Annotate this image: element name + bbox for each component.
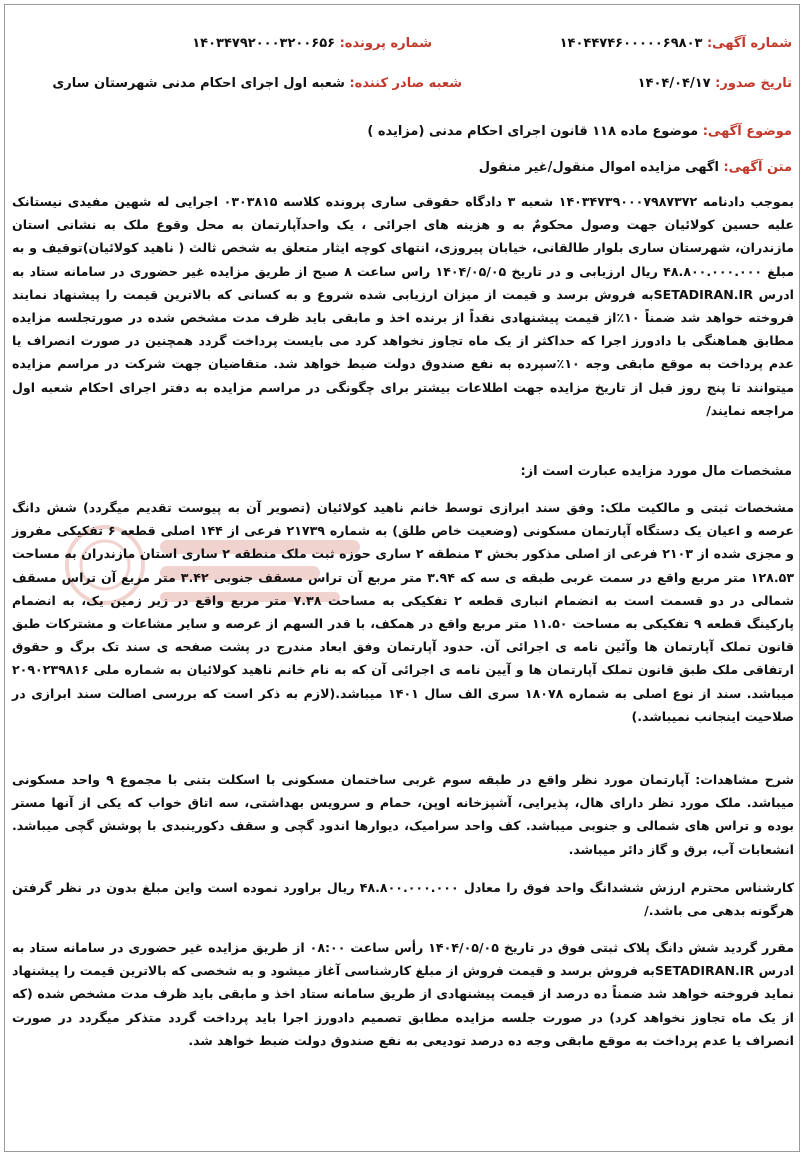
valuation-paragraph: کارشناس محترم ارزش ششدانگ واحد فوق را معادل ۴۸.۸۰۰.۰۰۰.۰۰۰ ریال براورد نموده است واین مبلغ بدون در نظر گرفتن هرگونه بدهی می باشد./	[12, 880, 794, 919]
case-number	[192, 36, 432, 51]
body-title-label: متن آگهی:	[723, 160, 792, 175]
header-row-1	[14, 36, 792, 60]
body-title-line	[14, 160, 792, 175]
subject-line	[14, 124, 792, 139]
registration-paragraph: مشخصات ثبتی و مالکیت ملک: وفق سند ابرازی توسط خانم ناهید کولائیان (تصویر آن به پیوست تقدیم میگردد) شش دانگ عرصه و اعیان یک دستگاه آپارتمان مسکونی (وضعیت خاص طلق) به شماره ۲۱۷۳۹ فرعی از ۱۴۴ اصلی قطعه ۶ تفکیکی مفروز و مجزی شده از ۲۱۰۳ فرعی از اصلی مذکور بخش ۳ منطقه ۲ ساری حوزه ثبت ملک منطقه ۲ ساری استان مازندران به مساحت ۱۲۸.۵۳ متر مربع واقع در سمت غربی طبقه ی سه که ۳.۹۴ متر مربع آن تراس مسقف جنوبی ۳.۴۲ متر مربع آن تراس مسقف شمالی در دو قسمت است به انضمام انباری قطعه ۲ تفکیکی به مساحت ۷.۳۸ متر مربع واقع در زیر زمین یک، به انضمام پارکینگ قطعه ۹ تفکیکی به مساحت ۱۱.۵۰ متر مربع واقع در همکف، با قدر السهم از عرصه و سایر مشاعات و مشترکات طبق قانون تملک آپارتمان ها وآئین نامه ی اجرائی آن. حدود آپارتمان وفق ابعاد مندرج در پشت صفحه ی سند تک برگ و حقوق ارتفاقی ملک طبق قانون تملک آپارتمان ها و آیین نامه ی اجرائی آن که به نام خانم ناهید کولائیان به شماره ملی ۲۰۹۰۲۳۹۸۱۶ میباشد. سند از نوع اصلی به شماره ۱۸۰۷۸ سری الف سال ۱۴۰۱ میباشد.(لازم به ذکر است که بررسی اصالت سند ابرازی در صلاحیت اینجانب نمیباشد.)	[12, 500, 795, 724]
body-title-value: اگهی مزایده اموال منقول/غیر منقول	[478, 160, 719, 175]
issuer-label: شعبه صادر کننده:	[349, 76, 462, 91]
header-row-2	[14, 76, 792, 100]
issue-date-label: تاریخ صدور:	[715, 76, 792, 91]
case-number-value: ۱۴۰۳۴۷۹۲۰۰۰۳۲۰۰۶۵۶	[192, 36, 336, 51]
auction-paragraph: مقرر گردید شش دانگ پلاک ثبتی فوق در تاریخ ۱۴۰۴/۰۵/۰۵ رأس ساعت ۰۸:۰۰ از طریق مزایده غیر حضوری در سامانه ستاد به ادرس SETADIRAN.IRبه فروش برسد و قیمت فروش از مبلغ کارشناسی آغاز میشود و به شخصی که بالاترین قیمت را پیشنهاد نماید فروخته خواهد شد ضمناً ده درصد از قیمت پیشنهادی از طریق سامانه ستاد اخذ و مابقی باید ظرف مدت مشخص شده (که از یک ماه تجاوز نخواهد کرد) در صورت جلسه مزایده مطابق تصمیم دادورز اجرا باید پرداخت گردد متذکر میگردد در صورت انصراف یا عدم پرداخت به موقع مابقی وجه ده درصد تودیعی به نفع صندوق دولت ضبط خواهد شد.	[12, 940, 794, 1048]
subject-label: موضوع آگهی:	[702, 124, 792, 139]
subject-value: موضوع ماده ۱۱۸ قانون اجرای احکام مدنی (مزایده )	[367, 124, 699, 139]
case-number-label: شماره پرونده:	[339, 36, 432, 51]
ad-number-label: شماره آگهی:	[706, 36, 792, 51]
observation-paragraph: شرح مشاهدات: آپارتمان مورد نظر واقع در طبقه سوم غربی ساختمان مسکونی با اسکلت بتنی با مجموع ۹ واحد مسکونی میباشد. ملک مورد نظر دارای هال، پذیرایی، آشپزخانه اوپن، حمام و سرویس بهداشتی، سه اتاق خواب که یکی از آنها مستر بوده و تراس های شمالی و جنوبی میباشد. کف واحد سرامیک، دیوارها اندود گچی و سقف دکورینبدی با پوشش گچی میباشد. انشعابات آب، برق و گاز دائر میباشد.	[12, 772, 794, 857]
issuer	[52, 76, 462, 91]
ad-number-value: ۱۴۰۴۴۷۴۶۰۰۰۰۰۶۹۸۰۳	[559, 36, 703, 51]
issue-date	[638, 76, 792, 91]
ad-number	[560, 36, 792, 51]
issue-date-value: ۱۴۰۴/۰۴/۱۷	[637, 76, 711, 91]
specs-heading: مشخصات مال مورد مزایده عبارت است از:	[520, 464, 792, 479]
issuer-value: شعبه اول اجرای احکام مدنی شهرستان ساری	[52, 76, 345, 91]
intro-paragraph: بموجب دادنامه ۱۴۰۳۴۷۳۹۰۰۰۷۹۸۷۳۷۲ شعبه ۳ دادگاه حقوقی ساری پرونده کلاسه ۰۳۰۳۸۱۵ اجرایی له شهین مفیدی نیستانک علیه حسین کولائیان جهت وصول محکومٌ به و هزینه های اجرائی ، یک واحدآپارتمان به محل وقوع ملک به نشانی استان مازندران، شهرستان ساری بلوار طالقانی، خیابان پیروزی، انتهای کوچه ایثار متعلق به شخص ثالث ( ناهید کولائیان)توقیف و به مبلغ ۴۸.۸۰۰.۰۰۰.۰۰۰ ریال ارزیابی و در تاریخ ۱۴۰۴/۰۵/۰۵ راس ساعت ۸ صبح از طریق مزایده غیر حضوری در سامانه ستاد به ادرس SETADIRAN.IRبه فروش برسد و قیمت از میزان ارزیابی شده شروع و به کسانی که بالاترین قیمت را پیشنهاد نمایند فروخته خواهد شد ضمناً ۱۰٪از قیمت پیشنهادی نقداً از برنده اخذ و مابقی باید ظرف مدت مشخص شده در صورتجلسه مزایده مطابق هماهنگی با دادورز اجرا که حداکثر از یک ماه تجاوز نخواهد کرد می بایست پرداخت گردد همچنین در صورت انصراف یا عدم پرداخت به موقع مابقی وجه ۱۰٪سپرده به نفع صندوق دولت ضبط خواهد شد. متقاضیان جهت شرکت در مراسم مزایده میتوانند تا پنج روز قبل از تاریخ مزایده جهت اطلاعات بیشتر برای چگونگی در مراسم مزایده به دفتر اجرای احکام شعبه اول مراجعه نمایند/	[12, 194, 794, 418]
